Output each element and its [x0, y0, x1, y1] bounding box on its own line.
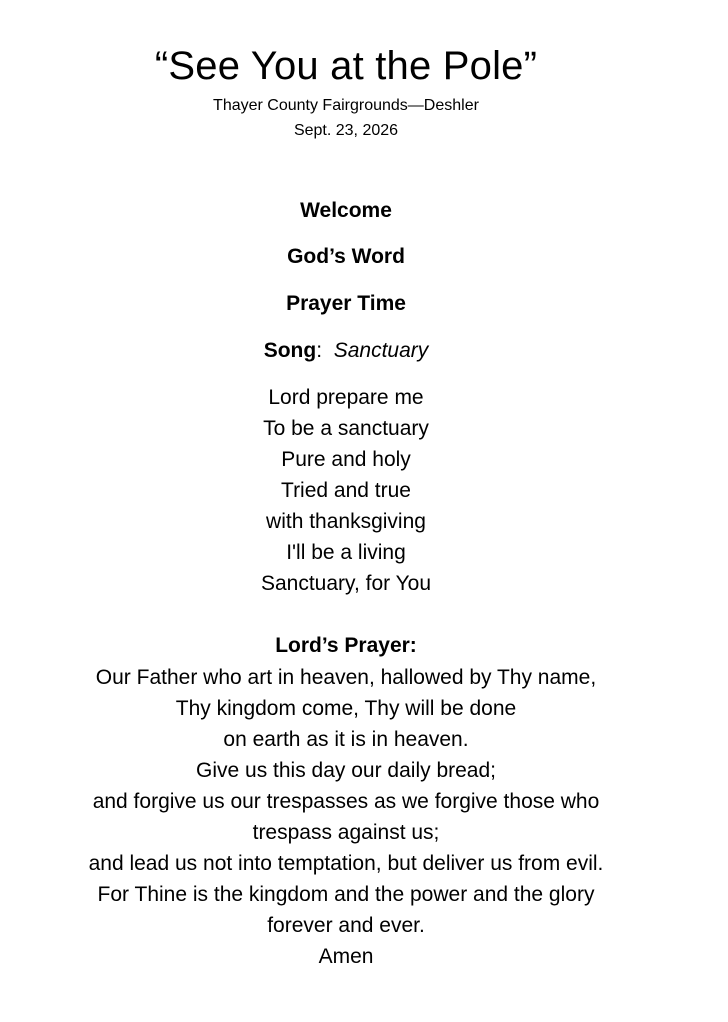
prayer-line: For Thine is the kingdom and the power and the glory: [97, 883, 595, 906]
song-separator: :: [316, 339, 334, 362]
prayer-time-heading: Prayer Time: [286, 292, 406, 315]
lyric-line: I'll be a living: [286, 541, 406, 564]
lyric-line: Tried and true: [281, 479, 411, 502]
song-title: Sanctuary: [333, 339, 429, 362]
prayer-line: Amen: [318, 945, 374, 968]
page-title: “See You at the Pole”: [154, 44, 538, 88]
lyric-line: Pure and holy: [281, 448, 411, 471]
song-lyrics: [0, 382, 692, 599]
song-line: [0, 337, 692, 365]
welcome-heading: Welcome: [300, 199, 392, 222]
lords-prayer-heading: Lord’s Prayer:: [275, 634, 417, 657]
lyric-line: Lord prepare me: [268, 386, 424, 409]
lords-prayer-text: [0, 662, 692, 972]
prayer-line: Give us this day our daily bread;: [196, 759, 496, 782]
gods-word-heading: God’s Word: [287, 245, 405, 268]
date-line: Sept. 23, 2026: [293, 122, 399, 139]
song-label: Song: [263, 339, 317, 362]
lyric-line: To be a sanctuary: [263, 417, 429, 440]
prayer-line: and forgive us our trespasses as we forgive those who: [92, 790, 600, 813]
lyric-line: Sanctuary, for You: [260, 572, 432, 595]
prayer-line: Our Father who art in heaven, hallowed by Thy name,: [95, 666, 597, 689]
prayer-line: forever and ever.: [267, 914, 425, 937]
prayer-line: and lead us not into temptation, but deliver us from evil.: [88, 852, 604, 875]
lyric-line: with thanksgiving: [266, 510, 426, 533]
prayer-line: trespass against us;: [252, 821, 440, 844]
venue-line: Thayer County Fairgrounds—Deshler: [213, 97, 479, 114]
prayer-line: on earth as it is in heaven.: [223, 728, 469, 751]
prayer-line: Thy kingdom come, Thy will be done: [175, 697, 517, 720]
